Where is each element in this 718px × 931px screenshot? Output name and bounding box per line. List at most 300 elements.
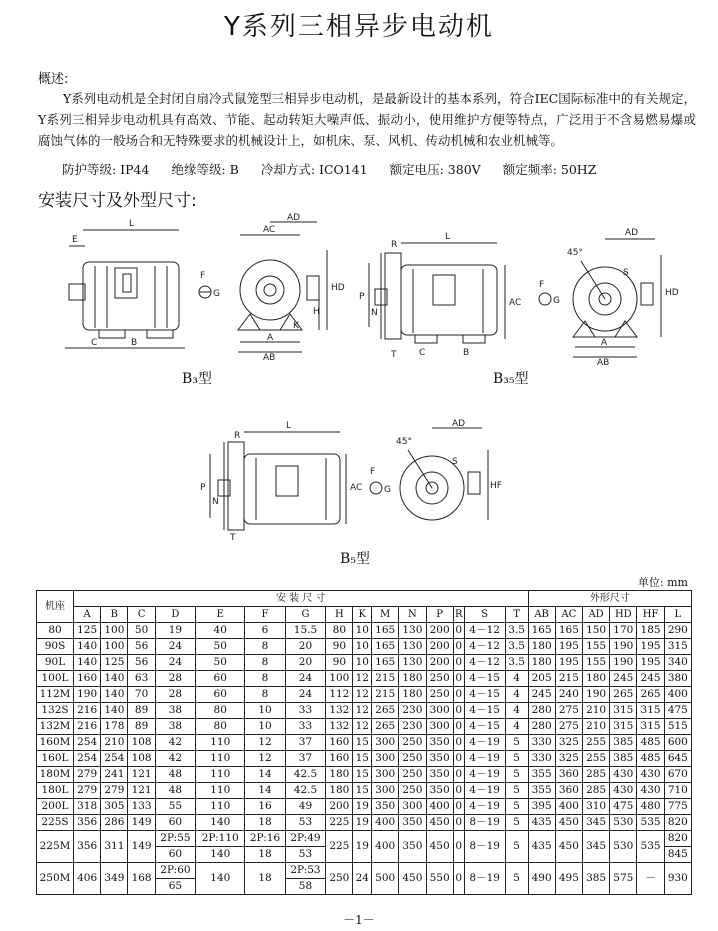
cell: 60 bbox=[155, 847, 195, 863]
cell: 216 bbox=[74, 719, 101, 735]
cell: 310 bbox=[582, 799, 609, 815]
cell: 28 bbox=[155, 671, 195, 687]
cell: 385 bbox=[610, 751, 637, 767]
cell: 385 bbox=[610, 735, 637, 751]
cell: 37 bbox=[285, 751, 325, 767]
cell: 185 bbox=[637, 623, 664, 639]
cell: 140 bbox=[74, 655, 101, 671]
unit-label: 单位: mm bbox=[637, 576, 688, 589]
cell: 38 bbox=[155, 703, 195, 719]
b35-label-N: N bbox=[371, 308, 378, 318]
cell: 18 bbox=[245, 847, 285, 863]
cell: 345 bbox=[582, 815, 609, 831]
cell: 40 bbox=[196, 623, 245, 639]
cell: 33 bbox=[285, 719, 325, 735]
column-header: F bbox=[245, 607, 285, 623]
cell: － bbox=[637, 863, 664, 895]
cell: 2P:53 bbox=[285, 863, 325, 879]
b3-label-AB: AB bbox=[263, 353, 276, 363]
column-header: E bbox=[196, 607, 245, 623]
b5-label-AD: AD bbox=[452, 419, 466, 429]
header-install-group: 安 装 尺 寸 bbox=[74, 591, 529, 607]
table-row bbox=[37, 799, 692, 815]
b3-label-G: G bbox=[213, 289, 220, 299]
cell: 195 bbox=[555, 655, 582, 671]
cell: 250 bbox=[399, 751, 426, 767]
cell: 515 bbox=[664, 719, 691, 735]
cell: 80 bbox=[196, 719, 245, 735]
b35-label-L: L bbox=[445, 232, 451, 242]
cell: 300 bbox=[426, 719, 453, 735]
b3-label-AC: AC bbox=[263, 225, 276, 235]
cell: 42 bbox=[155, 735, 195, 751]
cell: 495 bbox=[555, 863, 582, 895]
cell: 155 bbox=[582, 655, 609, 671]
cell: 350 bbox=[399, 831, 426, 863]
cell: 215 bbox=[555, 671, 582, 687]
cell: 100 bbox=[101, 639, 128, 655]
cell: 89 bbox=[128, 703, 155, 719]
b35-label-G: G bbox=[553, 296, 560, 306]
cell: 60 bbox=[196, 671, 245, 687]
cell: 140 bbox=[196, 863, 245, 895]
cell: 4 bbox=[505, 719, 528, 735]
cell: 165 bbox=[372, 639, 399, 655]
cell: 168 bbox=[128, 863, 155, 895]
cell: 8－19 bbox=[464, 815, 505, 831]
cell: 65 bbox=[155, 879, 195, 895]
column-header: P bbox=[426, 607, 453, 623]
column-header: A bbox=[74, 607, 101, 623]
b3-label-L: L bbox=[129, 219, 135, 229]
cell: 820 bbox=[664, 831, 691, 847]
cell: 5 bbox=[505, 735, 528, 751]
cell: 315 bbox=[610, 719, 637, 735]
cell: 330 bbox=[528, 735, 555, 751]
cell: 2P:16 bbox=[245, 831, 285, 847]
cell: 8 bbox=[245, 687, 285, 703]
cell: 10 bbox=[353, 623, 372, 639]
cell: 110 bbox=[196, 751, 245, 767]
cell: 355 bbox=[528, 783, 555, 799]
cell: 265 bbox=[372, 719, 399, 735]
cell: 50 bbox=[128, 623, 155, 639]
cell: 5 bbox=[505, 783, 528, 799]
cell: 178 bbox=[101, 719, 128, 735]
cell: 349 bbox=[101, 863, 128, 895]
cell: 200 bbox=[426, 639, 453, 655]
cell: 400 bbox=[372, 815, 399, 831]
cell: 4 bbox=[505, 703, 528, 719]
cell: 149 bbox=[128, 815, 155, 831]
column-header: R bbox=[453, 607, 464, 623]
b35-label-AB: AB bbox=[597, 358, 610, 368]
cell: 350 bbox=[426, 767, 453, 783]
cell: 60 bbox=[196, 687, 245, 703]
cell: 15 bbox=[353, 767, 372, 783]
cell: 4 bbox=[505, 671, 528, 687]
column-header: D bbox=[155, 607, 195, 623]
cell: 340 bbox=[664, 655, 691, 671]
cell: 10 bbox=[245, 703, 285, 719]
cell: 89 bbox=[128, 719, 155, 735]
cell: 820 bbox=[664, 815, 691, 831]
table-row bbox=[37, 687, 692, 703]
b35-label-S: S bbox=[623, 268, 629, 278]
cell: 10 bbox=[353, 655, 372, 671]
cell: 190 bbox=[74, 687, 101, 703]
table-row bbox=[37, 671, 692, 687]
b5-drawing bbox=[190, 420, 500, 545]
cell: 535 bbox=[637, 831, 664, 863]
b3-label-A: A bbox=[267, 333, 274, 343]
cell: 5 bbox=[505, 863, 528, 895]
cell: 110 bbox=[196, 767, 245, 783]
cell: 254 bbox=[74, 751, 101, 767]
frame-cell: 200L bbox=[37, 799, 74, 815]
cell: 315 bbox=[637, 719, 664, 735]
b3-label-K: K bbox=[293, 321, 299, 331]
cell: 350 bbox=[426, 751, 453, 767]
b3-label-HD: HD bbox=[331, 283, 345, 293]
cell: 300 bbox=[399, 799, 426, 815]
column-header: HD bbox=[610, 607, 637, 623]
cell: 10 bbox=[245, 719, 285, 735]
cell: 265 bbox=[372, 703, 399, 719]
cell: 14 bbox=[245, 783, 285, 799]
table-row bbox=[37, 655, 692, 671]
cell: 305 bbox=[101, 799, 128, 815]
cell: 265 bbox=[637, 687, 664, 703]
cell: 775 bbox=[664, 799, 691, 815]
cell: 0 bbox=[453, 815, 464, 831]
cell: 5 bbox=[505, 767, 528, 783]
cell: 121 bbox=[128, 767, 155, 783]
cell: 250 bbox=[399, 783, 426, 799]
column-header: M bbox=[372, 607, 399, 623]
cell: 18 bbox=[245, 815, 285, 831]
header-outline-group: 外形尺寸 bbox=[528, 591, 692, 607]
cell: 250 bbox=[426, 671, 453, 687]
cell: 4－15 bbox=[464, 687, 505, 703]
cell: 20 bbox=[285, 655, 325, 671]
cell: 2P:60 bbox=[155, 863, 195, 879]
cell: 450 bbox=[555, 831, 582, 863]
cell: 140 bbox=[101, 703, 128, 719]
cell: 42 bbox=[155, 751, 195, 767]
cell: 49 bbox=[285, 799, 325, 815]
cell: 12 bbox=[245, 751, 285, 767]
cell: 56 bbox=[128, 639, 155, 655]
b35-label-AD: AD bbox=[625, 228, 639, 238]
cell: 8 bbox=[245, 655, 285, 671]
cell: 170 bbox=[610, 623, 637, 639]
cell: 50 bbox=[196, 655, 245, 671]
frame-cell: 160L bbox=[37, 751, 74, 767]
cell: 350 bbox=[399, 815, 426, 831]
table-row bbox=[37, 751, 692, 767]
spec-cooling: 冷却方式: ICO141 bbox=[260, 162, 368, 177]
cell: 108 bbox=[128, 751, 155, 767]
b5-label-S: S bbox=[452, 457, 458, 467]
frame-cell: 100L bbox=[37, 671, 74, 687]
column-header: N bbox=[399, 607, 426, 623]
cell: 241 bbox=[101, 767, 128, 783]
cell: 140 bbox=[196, 847, 245, 863]
frame-cell: 112M bbox=[37, 687, 74, 703]
b3-label-AD: AD bbox=[287, 213, 301, 223]
cell: 155 bbox=[582, 639, 609, 655]
cell: 200 bbox=[426, 655, 453, 671]
b35-label-HD: HD bbox=[665, 288, 679, 298]
table-row bbox=[37, 863, 692, 879]
cell: 215 bbox=[372, 671, 399, 687]
cell: 380 bbox=[664, 671, 691, 687]
cell: 150 bbox=[582, 623, 609, 639]
cell: 55 bbox=[155, 799, 195, 815]
cell: 100 bbox=[326, 671, 353, 687]
frame-cell: 90S bbox=[37, 639, 74, 655]
column-header: T bbox=[505, 607, 528, 623]
table-row bbox=[37, 639, 692, 655]
cell: 325 bbox=[555, 735, 582, 751]
cell: 110 bbox=[196, 735, 245, 751]
table-row bbox=[37, 815, 692, 831]
cell: 180 bbox=[399, 687, 426, 703]
install-heading: 安装尺寸及外型尺寸: bbox=[38, 191, 197, 211]
cell: 345 bbox=[582, 831, 609, 863]
cell: 250 bbox=[326, 863, 353, 895]
cell: 4－15 bbox=[464, 703, 505, 719]
cell: 112 bbox=[326, 687, 353, 703]
b3-label-B: B bbox=[131, 338, 138, 348]
cell: 430 bbox=[637, 783, 664, 799]
cell: 90 bbox=[326, 639, 353, 655]
cell: 60 bbox=[155, 815, 195, 831]
cell: 575 bbox=[610, 863, 637, 895]
cell: 400 bbox=[664, 687, 691, 703]
cell: 318 bbox=[74, 799, 101, 815]
cell: 355 bbox=[528, 767, 555, 783]
cell: 3.5 bbox=[505, 623, 528, 639]
b3-caption: B₃型 bbox=[182, 371, 212, 387]
cell: 0 bbox=[453, 863, 464, 895]
cell: 275 bbox=[555, 719, 582, 735]
spec-protection: 防护等级: IP44 bbox=[62, 162, 150, 177]
cell: 0 bbox=[453, 703, 464, 719]
cell: 225M bbox=[37, 831, 74, 863]
b35-label-P: P bbox=[359, 292, 365, 302]
cell: 311 bbox=[101, 831, 128, 863]
cell: 18 bbox=[245, 863, 285, 895]
cell: 300 bbox=[372, 751, 399, 767]
cell: 450 bbox=[555, 815, 582, 831]
cell: 490 bbox=[528, 863, 555, 895]
cell: 279 bbox=[74, 767, 101, 783]
b35-label-45deg: 45° bbox=[567, 248, 583, 258]
cell: 255 bbox=[582, 751, 609, 767]
cell: 279 bbox=[74, 783, 101, 799]
b35-label-F: F bbox=[539, 280, 545, 290]
cell: 360 bbox=[555, 783, 582, 799]
spec-insulation: 绝缘等级: B bbox=[171, 162, 239, 177]
cell: 12 bbox=[245, 735, 285, 751]
cell: 255 bbox=[582, 735, 609, 751]
frame-cell: 180L bbox=[37, 783, 74, 799]
cell: 245 bbox=[610, 671, 637, 687]
cell: 645 bbox=[664, 751, 691, 767]
cell: 0 bbox=[453, 783, 464, 799]
cell: 0 bbox=[453, 767, 464, 783]
cell: 216 bbox=[74, 703, 101, 719]
cell: 290 bbox=[664, 623, 691, 639]
cell: 300 bbox=[372, 735, 399, 751]
cell: 132 bbox=[326, 719, 353, 735]
cell: 33 bbox=[285, 703, 325, 719]
cell: 19 bbox=[353, 799, 372, 815]
b35-label-A: A bbox=[601, 338, 608, 348]
cell: 485 bbox=[637, 751, 664, 767]
cell: 450 bbox=[399, 863, 426, 895]
cell: 845 bbox=[664, 847, 691, 863]
cell: 38 bbox=[155, 719, 195, 735]
b5-label-L: L bbox=[286, 421, 292, 431]
spec-line bbox=[62, 160, 596, 178]
cell: 50 bbox=[196, 639, 245, 655]
cell: 300 bbox=[426, 703, 453, 719]
cell: 4－19 bbox=[464, 783, 505, 799]
cell: 710 bbox=[664, 783, 691, 799]
cell: 4－15 bbox=[464, 719, 505, 735]
cell: 140 bbox=[101, 671, 128, 687]
cell: 133 bbox=[128, 799, 155, 815]
column-header: AC bbox=[555, 607, 582, 623]
cell: 16 bbox=[245, 799, 285, 815]
cell: 20 bbox=[285, 639, 325, 655]
cell: 240 bbox=[555, 687, 582, 703]
cell: 480 bbox=[637, 799, 664, 815]
cell: 100 bbox=[101, 623, 128, 639]
cell: 245 bbox=[528, 687, 555, 703]
cell: 12 bbox=[353, 687, 372, 703]
cell: 300 bbox=[372, 767, 399, 783]
cell: 15 bbox=[353, 751, 372, 767]
cell: 230 bbox=[399, 703, 426, 719]
b5-label-G: G bbox=[384, 485, 391, 495]
cell: 0 bbox=[453, 687, 464, 703]
cell: 245 bbox=[637, 671, 664, 687]
cell: 330 bbox=[528, 751, 555, 767]
cell: 108 bbox=[128, 735, 155, 751]
cell: 165 bbox=[528, 623, 555, 639]
cell: 0 bbox=[453, 799, 464, 815]
cell: 475 bbox=[610, 799, 637, 815]
cell: 400 bbox=[372, 831, 399, 863]
cell: 160 bbox=[326, 735, 353, 751]
cell: 430 bbox=[610, 767, 637, 783]
cell: 24 bbox=[285, 687, 325, 703]
cell: 535 bbox=[637, 815, 664, 831]
cell: 400 bbox=[426, 799, 453, 815]
table-row bbox=[37, 703, 692, 719]
cell: 2P:49 bbox=[285, 831, 325, 847]
column-header: B bbox=[101, 607, 128, 623]
cell: 360 bbox=[555, 767, 582, 783]
cell: 140 bbox=[196, 815, 245, 831]
cell: 80 bbox=[326, 623, 353, 639]
frame-cell: 132S bbox=[37, 703, 74, 719]
overview-heading: 概述: bbox=[38, 72, 69, 87]
cell: 210 bbox=[582, 719, 609, 735]
cell: 19 bbox=[155, 623, 195, 639]
cell: 4－19 bbox=[464, 767, 505, 783]
cell: 530 bbox=[610, 831, 637, 863]
b35-label-C: C bbox=[419, 348, 426, 358]
cell: 205 bbox=[528, 671, 555, 687]
cell: 48 bbox=[155, 783, 195, 799]
cell: 15 bbox=[353, 735, 372, 751]
cell: 279 bbox=[101, 783, 128, 799]
b5-label-AC: AC bbox=[350, 483, 363, 493]
cell: 19 bbox=[353, 831, 372, 863]
cell: 190 bbox=[582, 687, 609, 703]
cell: 0 bbox=[453, 639, 464, 655]
column-header: H bbox=[326, 607, 353, 623]
column-header: HF bbox=[637, 607, 664, 623]
frame-cell: 90L bbox=[37, 655, 74, 671]
b5-label-N: N bbox=[212, 497, 219, 507]
cell: 165 bbox=[372, 623, 399, 639]
cell: 200 bbox=[426, 623, 453, 639]
frame-cell: 225S bbox=[37, 815, 74, 831]
cell: 180 bbox=[399, 671, 426, 687]
cell: 435 bbox=[528, 815, 555, 831]
cell: 286 bbox=[101, 815, 128, 831]
cell: 430 bbox=[610, 783, 637, 799]
cell: 300 bbox=[372, 783, 399, 799]
b5-label-P: P bbox=[200, 483, 206, 493]
cell: 180 bbox=[528, 655, 555, 671]
cell: 140 bbox=[101, 687, 128, 703]
b3-label-E: E bbox=[72, 235, 78, 245]
b3-label-H: H bbox=[313, 307, 320, 317]
table-row bbox=[37, 719, 692, 735]
cell: 24 bbox=[155, 639, 195, 655]
cell: 435 bbox=[528, 831, 555, 863]
frame-cell: 180M bbox=[37, 767, 74, 783]
frame-cell: 80 bbox=[37, 623, 74, 639]
cell: 350 bbox=[426, 783, 453, 799]
cell: 0 bbox=[453, 831, 464, 863]
cell: 125 bbox=[74, 623, 101, 639]
cell: 325 bbox=[555, 751, 582, 767]
column-header: C bbox=[128, 607, 155, 623]
cell: 0 bbox=[453, 751, 464, 767]
b5-caption: B₅型 bbox=[340, 551, 370, 567]
cell: 190 bbox=[610, 655, 637, 671]
cell: 4 bbox=[505, 687, 528, 703]
cell: 254 bbox=[101, 751, 128, 767]
b3-label-C: C bbox=[91, 338, 98, 348]
cell: 90 bbox=[326, 655, 353, 671]
cell: 121 bbox=[128, 783, 155, 799]
frame-cell: 160M bbox=[37, 735, 74, 751]
header-frame: 机座 bbox=[37, 591, 74, 623]
b35-label-R: R bbox=[391, 240, 398, 250]
cell: 350 bbox=[426, 735, 453, 751]
cell: 28 bbox=[155, 687, 195, 703]
cell: 149 bbox=[128, 831, 155, 863]
